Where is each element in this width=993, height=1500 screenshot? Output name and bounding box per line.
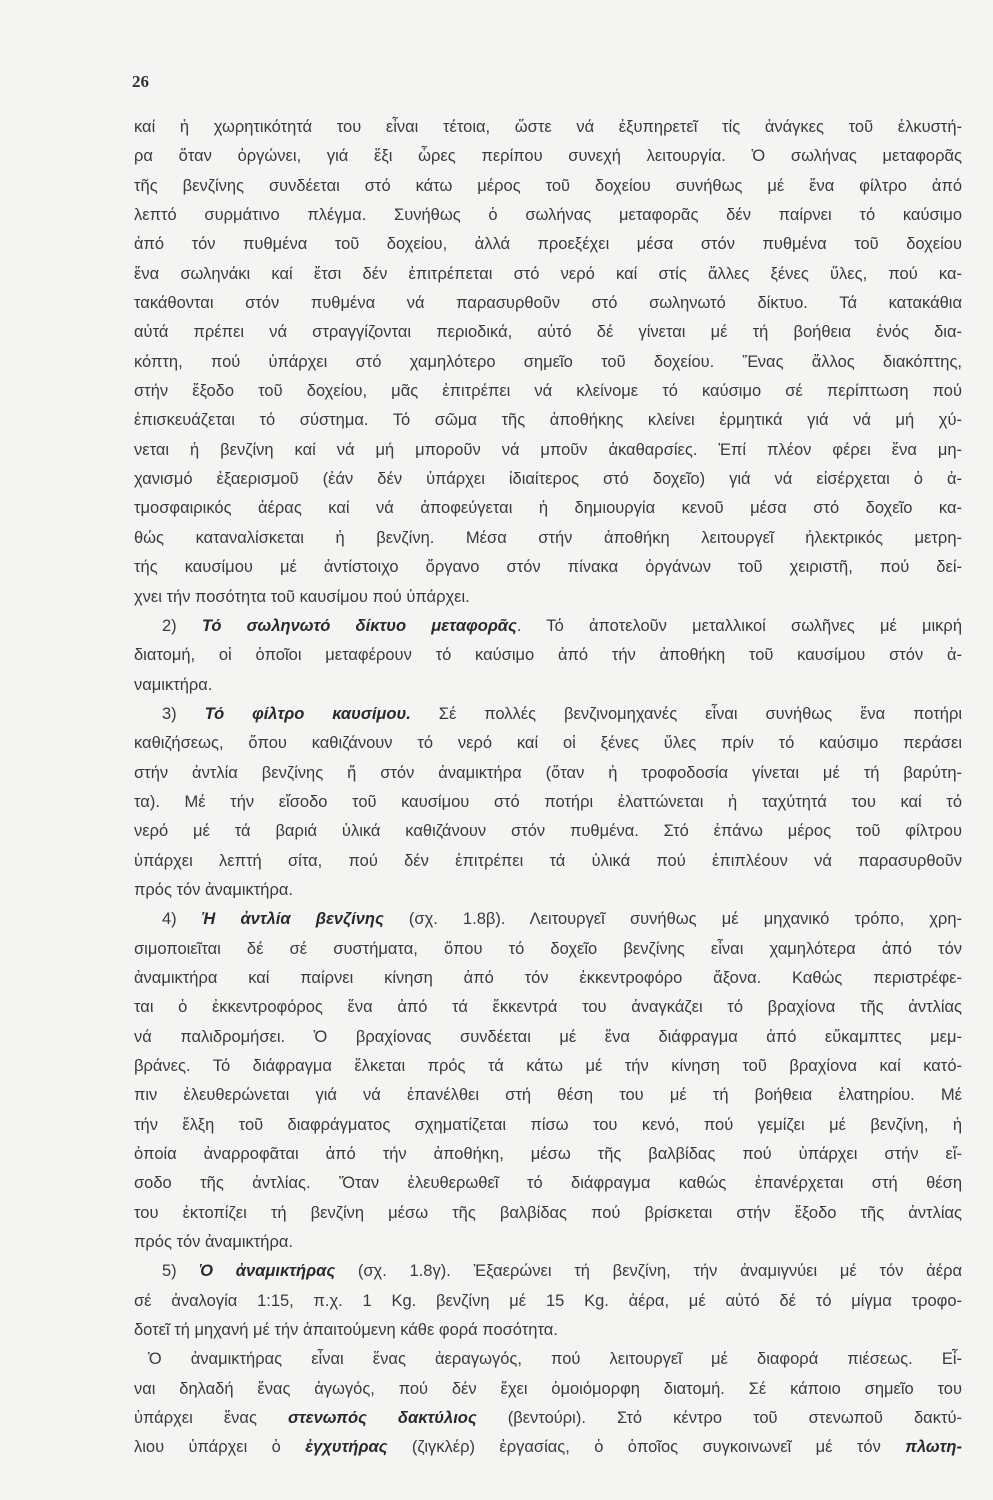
- text-line: [134, 1257, 962, 1286]
- line-text: χνει τήν ποσότητα τοῦ καυσίμου πού ὑπάρχει.: [134, 587, 470, 606]
- text-line: [134, 817, 962, 846]
- line-text: κόπτη, πού ὑπάρχει στό χαμηλότερο σημεῖο τοῦ δοχείου. Ἕνας ἄλλος διακόπτης,: [134, 352, 962, 371]
- emphasized-term: Τό φίλτρο καυσίμου.: [204, 704, 411, 723]
- text-line: [134, 1404, 962, 1433]
- line-text: (σχ. 1.8β). Λειτουργεῖ συνήθως μέ μηχανικό τρόπο, χρη-: [383, 910, 962, 929]
- text-line: [134, 201, 962, 230]
- text-line: [134, 1316, 962, 1345]
- text-line: [134, 553, 962, 582]
- line-text: ὁποία ἀναρροφᾶται ἀπό τήν ἀποθήκη, μέσω τῆς βαλβίδας πού ὑπάρχει στήν εἴ-: [134, 1145, 962, 1164]
- text-line: [134, 230, 962, 259]
- text-line: [134, 142, 962, 171]
- line-text: ἕνα σωληνάκι καί ἔτσι δέν ἐπιτρέπεται στό νερό καί στίς ἄλλες ξένες ὕλες, πού κα-: [134, 264, 962, 283]
- text-line: [134, 465, 962, 494]
- line-text: (σχ. 1.8γ). Ἐξαερώνει τή βενζίνη, τήν ἀναμιγνύει μέ τόν ἀέρα: [335, 1262, 962, 1281]
- line-text: ρα ὅταν ὀργώνει, γιά ἕξι ὧρες περίπου συνεχή λειτουργία. Ὁ σωλήνας μεταφορᾶς: [134, 147, 962, 166]
- text-line: [134, 759, 962, 788]
- line-text: ἀναμικτήρα καί παίρνει κίνηση ἀπό τόν ἐκκεντροφόρο ἄξονα. Καθώς περιστρέφε-: [134, 968, 962, 987]
- line-text: διατομή, οἱ ὁποῖοι μεταφέρουν τό καύσιμο ἀπό τήν ἀποθήκη τοῦ καυσίμου στόν ἀ-: [134, 646, 962, 665]
- line-text: τμοσφαιρικός ἀέρας καί νά ἀποφεύγεται ἡ δημιουργία κενοῦ μέσα στό δοχεῖο κα-: [134, 499, 962, 518]
- text-line: [134, 436, 962, 465]
- page-number: 26: [132, 72, 149, 91]
- line-text: (ζιγκλέρ) ἐργασίας, ὁ ὁποῖος συγκοινωνεῖ μέ τόν: [387, 1438, 906, 1457]
- line-text: καί ἡ χωρητικότητά του εἶναι τέτοια, ὥστε νά ἐξυπηρετεῖ τίς ἀνάγκες τοῦ ἑλκυστή-: [134, 118, 962, 136]
- line-text: αὐτά πρέπει νά στραγγίζονται περιοδικά, αὐτό δέ γίνεται μέ τή βοήθεια ἑνός δια-: [134, 323, 962, 342]
- emphasized-term: στενωπός δακτύλιος: [287, 1409, 477, 1428]
- text-line: [134, 1081, 962, 1110]
- line-text: . Τό ἀποτελοῦν μεταλλικοί σωλῆνες μέ μικρή: [516, 616, 962, 635]
- line-text: 5): [162, 1262, 200, 1281]
- line-text: στήν ἔξοδο τοῦ δοχείου, μᾶς ἐπιτρέπει νά κλείνομε τό καύσιμο σέ περίπτωση πού: [134, 382, 962, 401]
- text-line: [134, 641, 962, 670]
- text-line: [134, 113, 962, 142]
- line-text: λεπτό συρμάτινο πλέγμα. Συνήθως ὁ σωλήνας μεταφορᾶς δέν παίρνει τό καύσιμο: [134, 206, 962, 225]
- line-text: ναι δηλαδή ἕνας ἀγωγός, πού δέν ἔχει ὁμοιόμορφη διατομή. Σέ κάποιο σημεῖο του: [134, 1379, 962, 1398]
- line-text: νερό μέ τά βαριά ὑλικά καθιζάνουν στόν πυθμένα. Στό ἐπάνω μέρος τοῦ φίλτρου: [134, 822, 962, 841]
- text-line: [134, 729, 962, 758]
- text-line: [134, 935, 962, 964]
- text-line: [134, 1345, 962, 1374]
- emphasized-term: Ὁ ἀναμικτήρας: [199, 1262, 336, 1281]
- text-line: [134, 1433, 962, 1462]
- line-text: σέ ἀναλογία 1:15, π.χ. 1 Kg. βενζίνη μέ 15 Kg. ἀέρα, μέ αὐτό δέ τό μίγμα τροφο-: [134, 1291, 962, 1310]
- line-text: 3): [162, 704, 205, 723]
- line-text: πιν ἐλευθερώνεται γιά νά ἐπανέλθει στή θέση του μέ τή βοήθεια ἐλατηρίου. Μέ: [134, 1086, 962, 1105]
- line-text: νά παλιδρομήσει. Ὁ βραχίονας συνδέεται μέ ἕνα διάφραγμα ἀπό εὔκαμπτες μεμ-: [134, 1027, 962, 1046]
- line-text: ναμικτήρα.: [134, 675, 213, 694]
- text-line: [134, 1375, 962, 1404]
- text-line: [134, 1023, 962, 1052]
- line-text: δοτεῖ τή μηχανή μέ τήν ἀπαιτούμενη κάθε φορά ποσότητα.: [134, 1321, 558, 1340]
- line-text: σοδο τῆς ἀντλίας. Ὅταν ἐλευθερωθεῖ τό διάφραγμα καθώς ἐπανέρχεται στή θέση: [134, 1174, 962, 1193]
- emphasized-term: ἐγχυτήρας: [305, 1438, 388, 1457]
- text-line: [134, 377, 962, 406]
- text-line: [134, 700, 962, 729]
- line-text: τής καυσίμου μέ ἀντίστοιχο ὄργανο στόν πίνακα ὀργάνων τοῦ χειριστῆ, πού δεί-: [134, 558, 962, 577]
- emphasized-term: Τό σωληνωτό δίκτυο μεταφορᾶς: [201, 616, 517, 635]
- text-line: [134, 172, 962, 201]
- text-line: [134, 1111, 962, 1140]
- line-text: σιμοποιεῖται δέ σέ συστήματα, ὅπου τό δοχεῖο βενζίνης εἶναι χαμηλότερα ἀπό τόν: [134, 939, 962, 958]
- line-text: καθιζήσεως, ὅπου καθιζάνουν τό νερό καί οἱ ξένες ὕλες πρίν τό καύσιμο περάσει: [134, 734, 962, 753]
- text-line: [134, 964, 962, 993]
- body-text: [134, 113, 962, 1463]
- line-text: ἐπισκευάζεται τό σύστημα. Τό σῶμα τῆς ἀποθήκης κλείνει ἑρμητικά γιά νά μή χύ-: [134, 411, 962, 430]
- line-text: πρός τόν ἀναμικτήρα.: [134, 1233, 293, 1252]
- line-text: ὑπάρχει λεπτή σίτα, πού δέν ἐπιτρέπει τά ὑλικά πού ἐπιπλέουν νά παρασυρθοῦν: [134, 851, 962, 870]
- text-line: [134, 494, 962, 523]
- text-line: [134, 1228, 962, 1257]
- line-text: χανισμό ἐξαερισμοῦ (ἐάν δέν ὑπάρχει ἰδιαίτερος στό δοχεῖο) γιά νά εἰσέρχεται ὁ ἀ-: [134, 470, 962, 489]
- text-line: [134, 612, 962, 641]
- line-text: Σέ πολλές βενζινομηχανές εἶναι συνήθως ἕνα ποτήρι: [410, 704, 962, 723]
- text-line: [134, 318, 962, 347]
- line-text: τῆς βενζίνης συνδέεται στό κάτω μέρος τοῦ δοχείου συνήθως μέ ἕνα φίλτρο ἀπό: [134, 176, 962, 195]
- line-text: του ἐκτοπίζει τή βενζίνη μέσω τῆς βαλβίδας πού βρίσκεται στήν ἔξοδο τῆς ἀντλίας: [134, 1203, 962, 1222]
- line-text: νεται ἡ βενζίνη καί νά μή μποροῦν νά μποῦν ἀκαθαρσίες. Ἐπί πλέον φέρει ἕνα μη-: [134, 440, 962, 459]
- line-text: ται ὁ ἐκκεντροφόρος ἕνα ἀπό τά ἔκκεντρά του ἀναγκάζει τό βραχίονα τῆς ἀντλίας: [134, 998, 962, 1017]
- text-line: [134, 1287, 962, 1316]
- text-line: [134, 905, 962, 934]
- text-line: [134, 993, 962, 1022]
- text-line: [134, 1052, 962, 1081]
- emphasized-term: Ἡ ἀντλία βενζίνης: [201, 910, 384, 929]
- line-text: (βεντούρι). Στό κέντρο τοῦ στενωποῦ δακτύ-: [476, 1409, 962, 1428]
- text-line: [134, 788, 962, 817]
- line-text: ὑπάρχει ἕνας: [134, 1409, 288, 1428]
- line-text: λιου ὑπάρχει ὁ: [134, 1438, 306, 1457]
- text-line: [134, 1140, 962, 1169]
- text-line: [134, 1169, 962, 1198]
- text-line: [134, 406, 962, 435]
- emphasized-term: πλωτη-: [905, 1438, 962, 1457]
- text-line: [134, 1199, 962, 1228]
- line-text: στήν ἀντλία βενζίνης ἤ στόν ἀναμικτήρα (ὅταν ἡ τροφοδοσία γίνεται μέ τή βαρύτη-: [134, 763, 962, 782]
- text-line: [134, 847, 962, 876]
- line-text: θώς καταναλίσκεται ἡ βενζίνη. Μέσα στήν ἀποθήκη λειτουργεῖ ἠλεκτρικός μετρη-: [134, 528, 962, 547]
- line-text: 2): [162, 616, 202, 635]
- text-line: [134, 876, 962, 905]
- text-line: [134, 671, 962, 700]
- text-line: [134, 583, 962, 612]
- text-line: [134, 260, 962, 289]
- text-line: [134, 524, 962, 553]
- line-text: πρός τόν ἀναμικτήρα.: [134, 880, 293, 899]
- line-text: 4): [162, 910, 202, 929]
- line-text: Ὁ ἀναμικτήρας εἶναι ἕνας ἀεραγωγός, πού λειτουργεῖ μέ διαφορά πιέσεως. Εἶ-: [148, 1350, 962, 1369]
- line-text: ἀπό τόν πυθμένα τοῦ δοχείου, ἀλλά προεξέχει μέσα στόν πυθμένα τοῦ δοχείου: [134, 235, 962, 254]
- line-text: βράνες. Τό διάφραγμα ἕλκεται πρός τά κάτω μέ τήν κίνηση τοῦ βραχίονα καί κατό-: [134, 1057, 962, 1075]
- line-text: τακάθονται στόν πυθμένα νά παρασυρθοῦν στό σωληνωτό δίκτυο. Τά κατακάθια: [134, 294, 962, 313]
- line-text: τα). Μέ τήν εἴσοδο τοῦ καυσίμου στό ποτήρι ἐλαττώνεται ἡ ταχύτητά του καί τό: [134, 792, 962, 811]
- text-line: [134, 289, 962, 318]
- line-text: τήν ἕλξη τοῦ διαφράγματος σχηματίζεται πίσω του κενό, πού γεμίζει μέ βενζίνη, ἡ: [134, 1115, 962, 1134]
- text-line: [134, 348, 962, 377]
